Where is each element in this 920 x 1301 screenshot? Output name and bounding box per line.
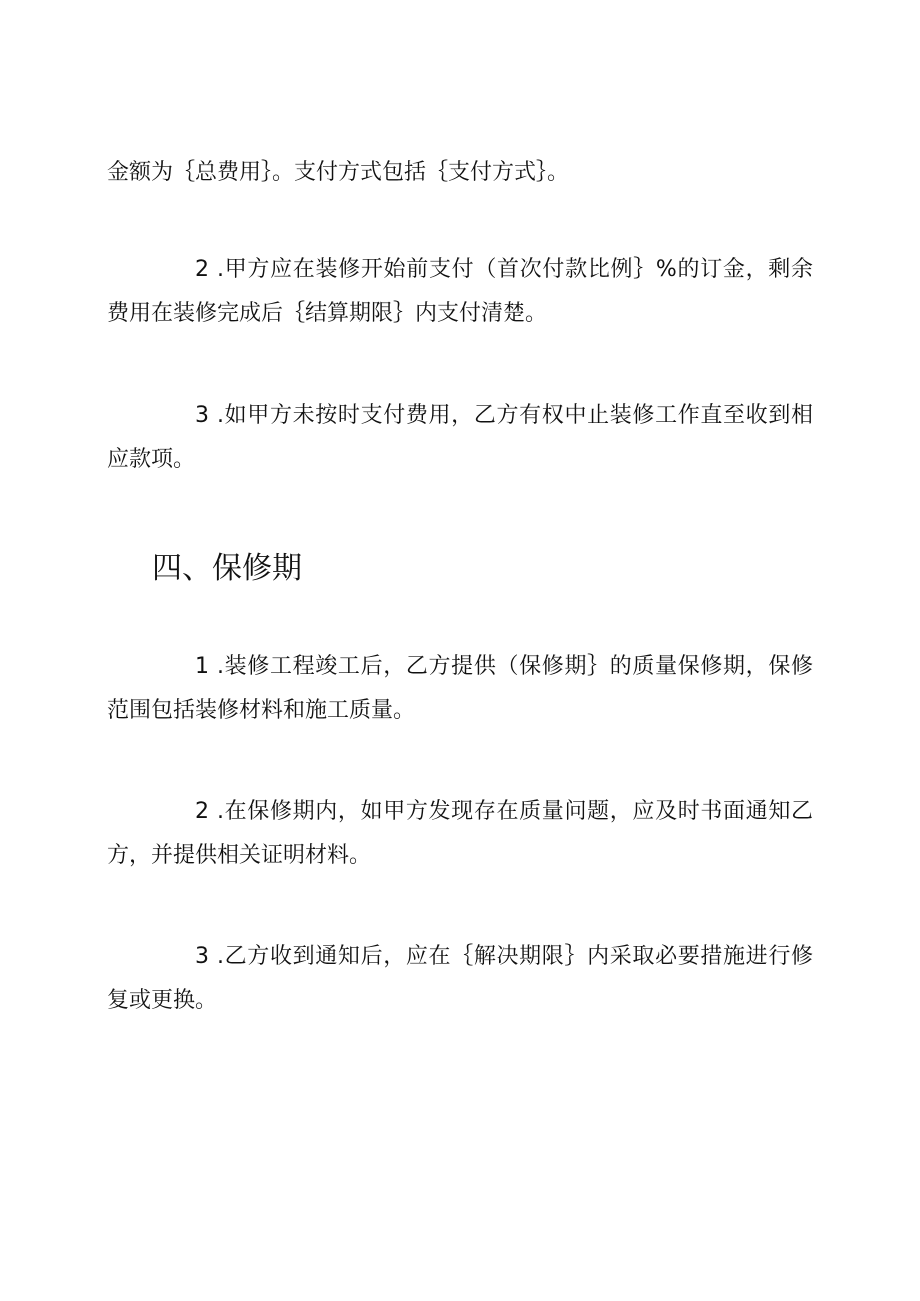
paragraph-repair xyxy=(107,935,813,1023)
paragraph-late-payment xyxy=(107,394,813,482)
paragraph-text: .装修工程竣工后，乙方提供（保修期｝的质量保修期，保修范围包括装修材料和施工质量。 xyxy=(107,654,813,723)
item-number: 1 xyxy=(195,654,209,679)
paragraph-text: .乙方收到通知后，应在｛解决期限｝内采取必要措施进行修复或更换。 xyxy=(107,944,813,1013)
paragraph-text: .甲方应在装修开始前支付（首次付款比例｝%的订金，剩余费用在装修完成后｛结算期限｝内支付清楚。 xyxy=(107,257,813,326)
paragraph-quality-notice xyxy=(107,790,813,878)
item-number: 3 xyxy=(195,403,209,428)
item-number: 2 xyxy=(195,257,209,282)
section-heading: 四、保修期 xyxy=(152,551,302,586)
item-number: 3 xyxy=(195,944,209,969)
paragraph-payment-amount xyxy=(107,151,813,195)
paragraph-deposit xyxy=(107,248,813,336)
paragraph-warranty-period xyxy=(107,645,813,733)
item-number: 2 xyxy=(195,799,209,824)
paragraph-text: 金额为｛总费用｝。支付方式包括｛支付方式｝。 xyxy=(107,160,570,185)
paragraph-text: .在保修期内，如甲方发现存在质量问题，应及时书面通知乙方，并提供相关证明材料。 xyxy=(107,799,813,868)
paragraph-text: .如甲方未按时支付费用，乙方有权中止装修工作直至收到相应款项。 xyxy=(107,403,813,472)
